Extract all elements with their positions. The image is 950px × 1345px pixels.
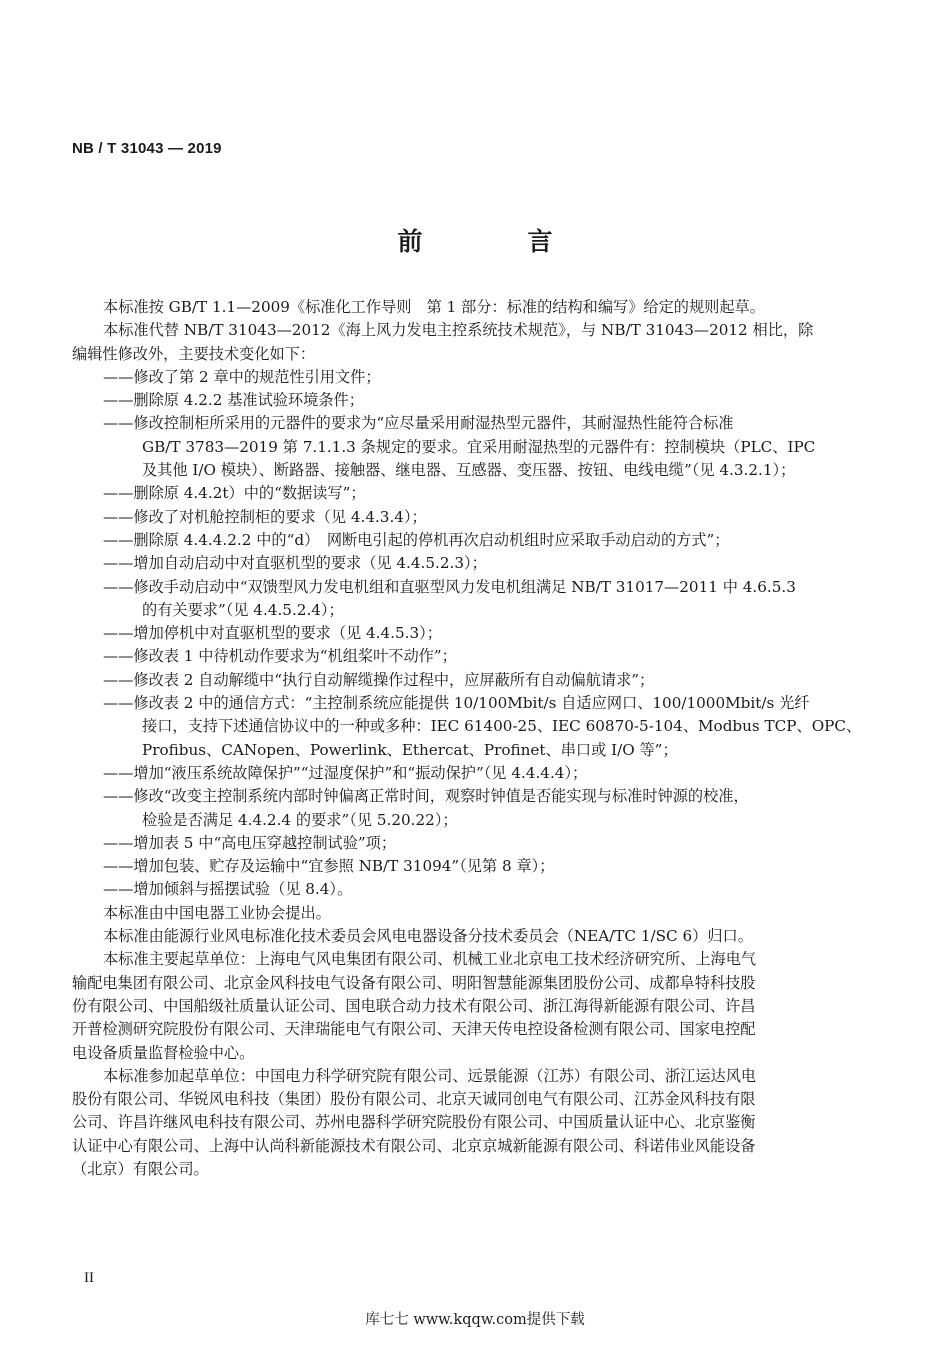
text-line: ——修改表 2 中的通信方式：“主控制系统应能提供 10/100Mbit/s 自适应网口、100/1000Mbit/s 光纤 (103, 694, 810, 713)
text-line: ——修改了对机舱控制柜的要求（见 4.4.3.4）； (103, 507, 427, 526)
text-line: ——增加“液压系统故障保护”“过湿度保护”和“振动保护”（见 4.4.4.4）； (103, 763, 588, 782)
text-line: 本标准代替 NB/T 31043—2012《海上风力发电主控系统技术规范》，与 NB/T 31043—2012 相比，除 (103, 321, 814, 340)
text-line: 股份有限公司、华锐风电科技（集团）股份有限公司、北京天诚同创电气有限公司、江苏金风科技有限 (72, 1090, 756, 1109)
text-line: ——增加表 5 中“高电压穿越控制试验”项； (103, 833, 397, 852)
text-line: 接口，支持下述通信协议中的一种或多种：IEC 61400-25、IEC 60870-5-104、Modbus TCP、OPC、 (142, 717, 862, 736)
text-line: 电设备质量监督检验中心。 (72, 1043, 255, 1062)
text-line: 的有关要求”（见 4.4.5.2.4）； (142, 600, 344, 619)
text-line: （北京）有限公司。 (72, 1159, 209, 1178)
text-line: 编辑性修改外，主要技术变化如下： (72, 344, 315, 363)
text-line: ——修改“改变主控制系统内部时钟偏离正常时间，观察时钟值是否能实现与标准时钟源的校准， (103, 787, 749, 806)
text-line: ——修改表 1 中待机动作要求为“机组桨叶不动作”； (103, 647, 457, 666)
text-line: 本标准按 GB/T 1.1—2009《标准化工作导则 第 1 部分：标准的结构和编写》给定的规则起草。 (103, 298, 765, 316)
text-line: ——修改控制柜所采用的元器件的要求为“应尽量采用耐湿热型元器件，其耐湿热性能符合标准 (103, 414, 734, 433)
download-footer: 库七七 www.kqqw.com提供下载 (365, 1312, 585, 1328)
page-title: 前 言 (397, 227, 593, 256)
text-line: 本标准由中国电器工业协会提出。 (103, 903, 331, 922)
text-line: Profibus、CANopen、Powerlink、Ethercat、Profinet、串口或 I/O 等”； (142, 740, 678, 759)
text-line: ——增加包装、贮存及运输中“宜参照 NB/T 31094”（见第 8 章）； (103, 857, 555, 876)
text-line: 本标准由能源行业风电标准化技术委员会风电电器设备分技术委员会（NEA/TC 1/SC 6）归口。 (103, 927, 753, 946)
text-line: ——增加倾斜与摇摆试验（见 8.4）。 (103, 880, 353, 899)
text-line: ——删除原 4.2.2 基准试验环境条件； (103, 391, 364, 410)
document-number: NB / T 31043 — 2019 (72, 140, 222, 157)
text-line: 公司、许昌许继风电科技有限公司、苏州电器科学研究院股份有限公司、中国质量认证中心、北京鉴衡 (72, 1113, 756, 1132)
foreword-body (72, 296, 872, 1181)
text-line: 及其他 I/O 模块）、断路器、接触器、继电器、互感器、变压器、按钮、电线电缆”（见 4.3.2.1）； (142, 461, 796, 480)
text-line: ——增加停机中对直驱机型的要求（见 4.4.5.3）； (103, 624, 442, 643)
text-line: ——修改手动启动中“双馈型风力发电机组和直驱型风力发电机组满足 NB/T 31017—2011 中 4.6.5.3 (103, 577, 796, 596)
text-line: 检验是否满足 4.4.2.4 的要求”（见 5.20.22）； (142, 810, 458, 829)
text-line: 输配电集团有限公司、北京金风科技电气设备有限公司、明阳智慧能源集团股份公司、成都阜特科技股 (72, 973, 756, 992)
text-line: ——增加自动启动中对直驱机型的要求（见 4.4.5.2.3）； (103, 554, 487, 573)
text-line: 本标准参加起草单位：中国电力科学研究院有限公司、远景能源（江苏）有限公司、浙江运达风电 (103, 1066, 757, 1085)
text-line: ——修改表 2 自动解缆中“执行自动解缆操作过程中，应屏蔽所有自动偏航请求”； (103, 670, 655, 689)
page-number: II (84, 1270, 94, 1286)
text-line: ——删除原 4.4.4.2.2 中的“d） 网断电引起的停机再次启动机组时应采取手动启动的方式”； (103, 530, 730, 549)
text-line: 认证中心有限公司、上海中认尚科新能源技术有限公司、北京京城新能源有限公司、科诺伟业风能设备 (72, 1136, 756, 1155)
text-line: ——删除原 4.4.2t）中的“数据读写”； (103, 484, 366, 503)
text-line: ——修改了第 2 章中的规范性引用文件； (103, 367, 381, 386)
text-line: GB/T 3783—2019 第 7.1.1.3 条规定的要求。宜采用耐湿热型的元器件有：控制模块（PLC、IPC (142, 437, 816, 456)
text-line: 份有限公司、中国船级社质量认证公司、国电联合动力技术有限公司、浙江海得新能源有限公司、许昌 (72, 996, 756, 1015)
text-line: 开普检测研究院股份有限公司、天津瑞能电气有限公司、天津天传电控设备检测有限公司、国家电控配 (72, 1020, 756, 1039)
text-line: 本标准主要起草单位：上海电气风电集团有限公司、机械工业北京电工技术经济研究所、上海电气 (103, 950, 757, 969)
